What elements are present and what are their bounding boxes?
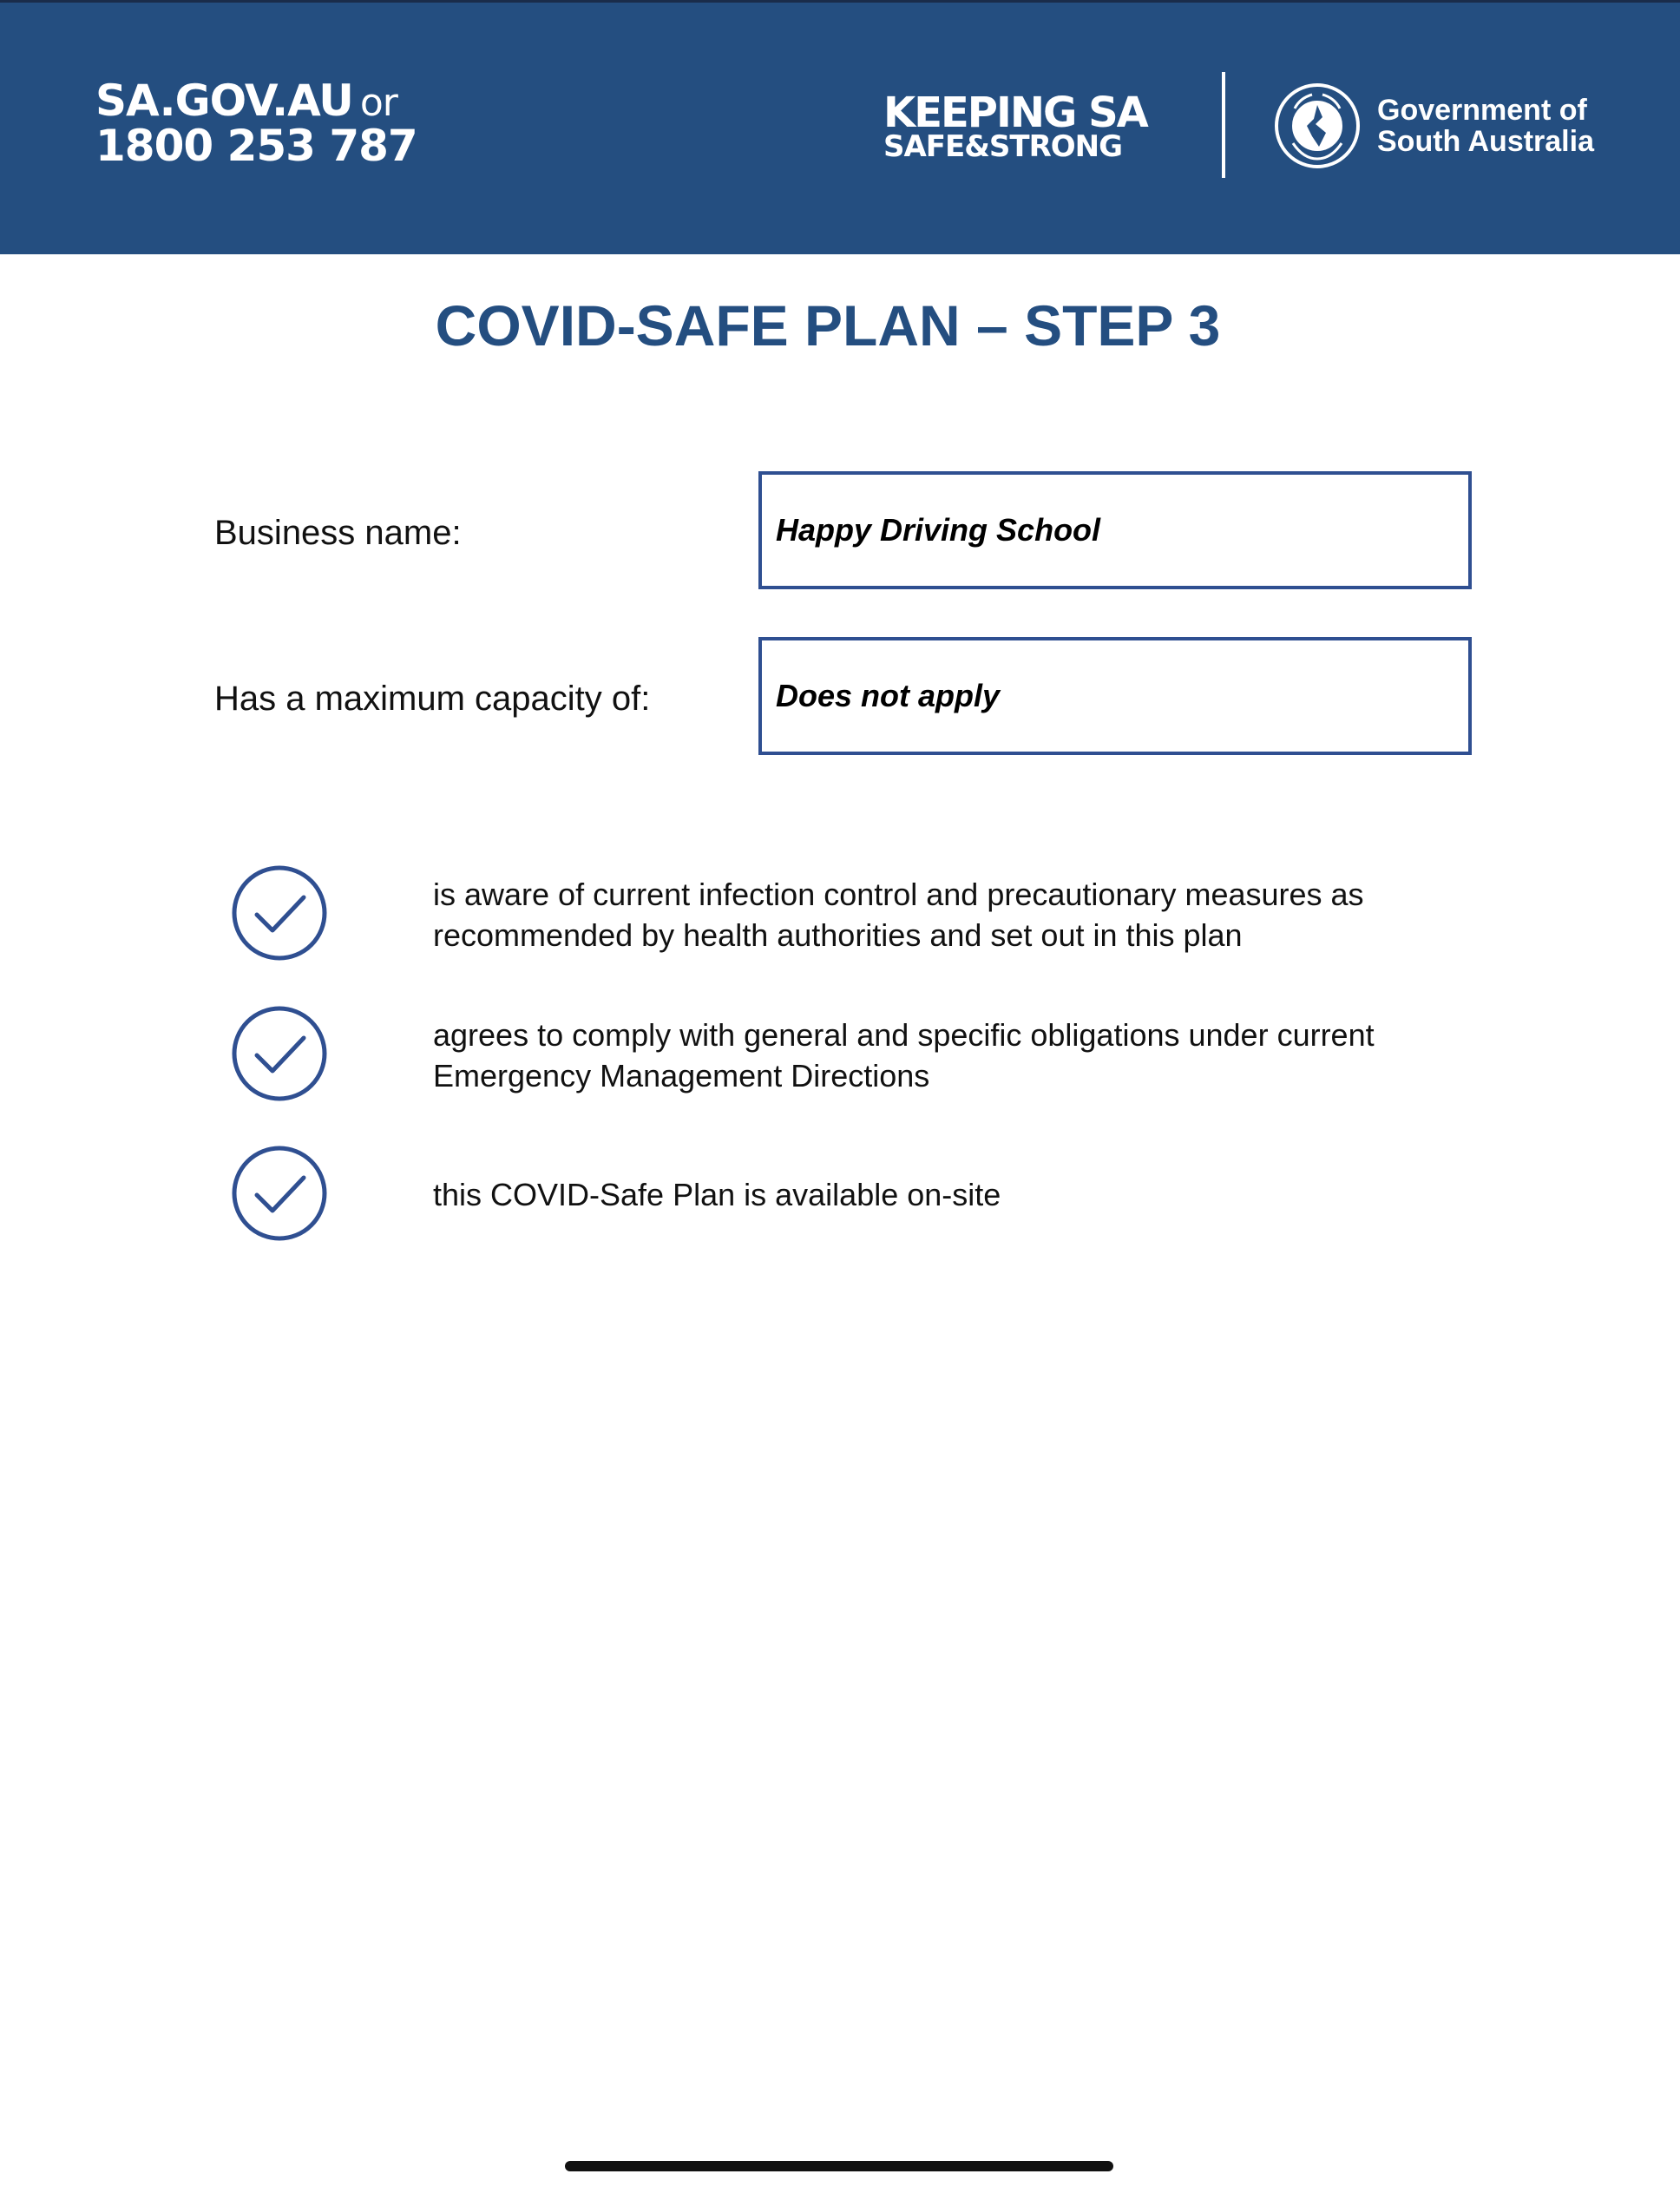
website-link[interactable]: SA.GOV.AU	[95, 76, 353, 126]
contact-info	[95, 76, 417, 171]
check-circle-icon	[229, 1003, 330, 1104]
home-indicator[interactable]	[565, 2161, 1113, 2171]
check-circle-icon	[229, 1143, 330, 1244]
phone-number[interactable]: 1800 253 787	[95, 121, 417, 171]
max-capacity-value: Does not apply	[776, 678, 1001, 713]
page-title: COVID-SAFE PLAN – STEP 3	[435, 293, 1221, 358]
statement-infection-control: is aware of current infection control and precautionary measures as recommended by health authorities and set out in this plan	[433, 877, 1364, 953]
business-name-label: Business name:	[214, 514, 462, 552]
check-circle-icon	[229, 863, 330, 963]
government-line-2: South Australia	[1377, 125, 1594, 158]
max-capacity-label: Has a maximum capacity of:	[214, 680, 651, 718]
statement-comply-directions: agrees to comply with general and specific obligations under current Emergency Management Directions	[433, 1017, 1375, 1094]
business-name-value: Happy Driving School	[776, 512, 1101, 548]
max-capacity-field[interactable]	[758, 637, 1472, 755]
government-line-1: Government of	[1377, 94, 1587, 127]
campaign-logo	[883, 89, 1147, 164]
statement-plan-on-site: this COVID-Safe Plan is available on-site	[433, 1177, 1001, 1212]
campaign-line-1: KEEPING SA	[883, 89, 1147, 137]
government-name	[1377, 95, 1594, 157]
business-name-field[interactable]	[758, 471, 1472, 589]
header-divider	[1222, 72, 1225, 178]
or-text: or	[359, 81, 397, 125]
header-banner	[0, 3, 1680, 254]
campaign-line-2: SAFE&STRONG	[883, 129, 1123, 164]
south-australia-seal-icon	[1274, 82, 1361, 169]
